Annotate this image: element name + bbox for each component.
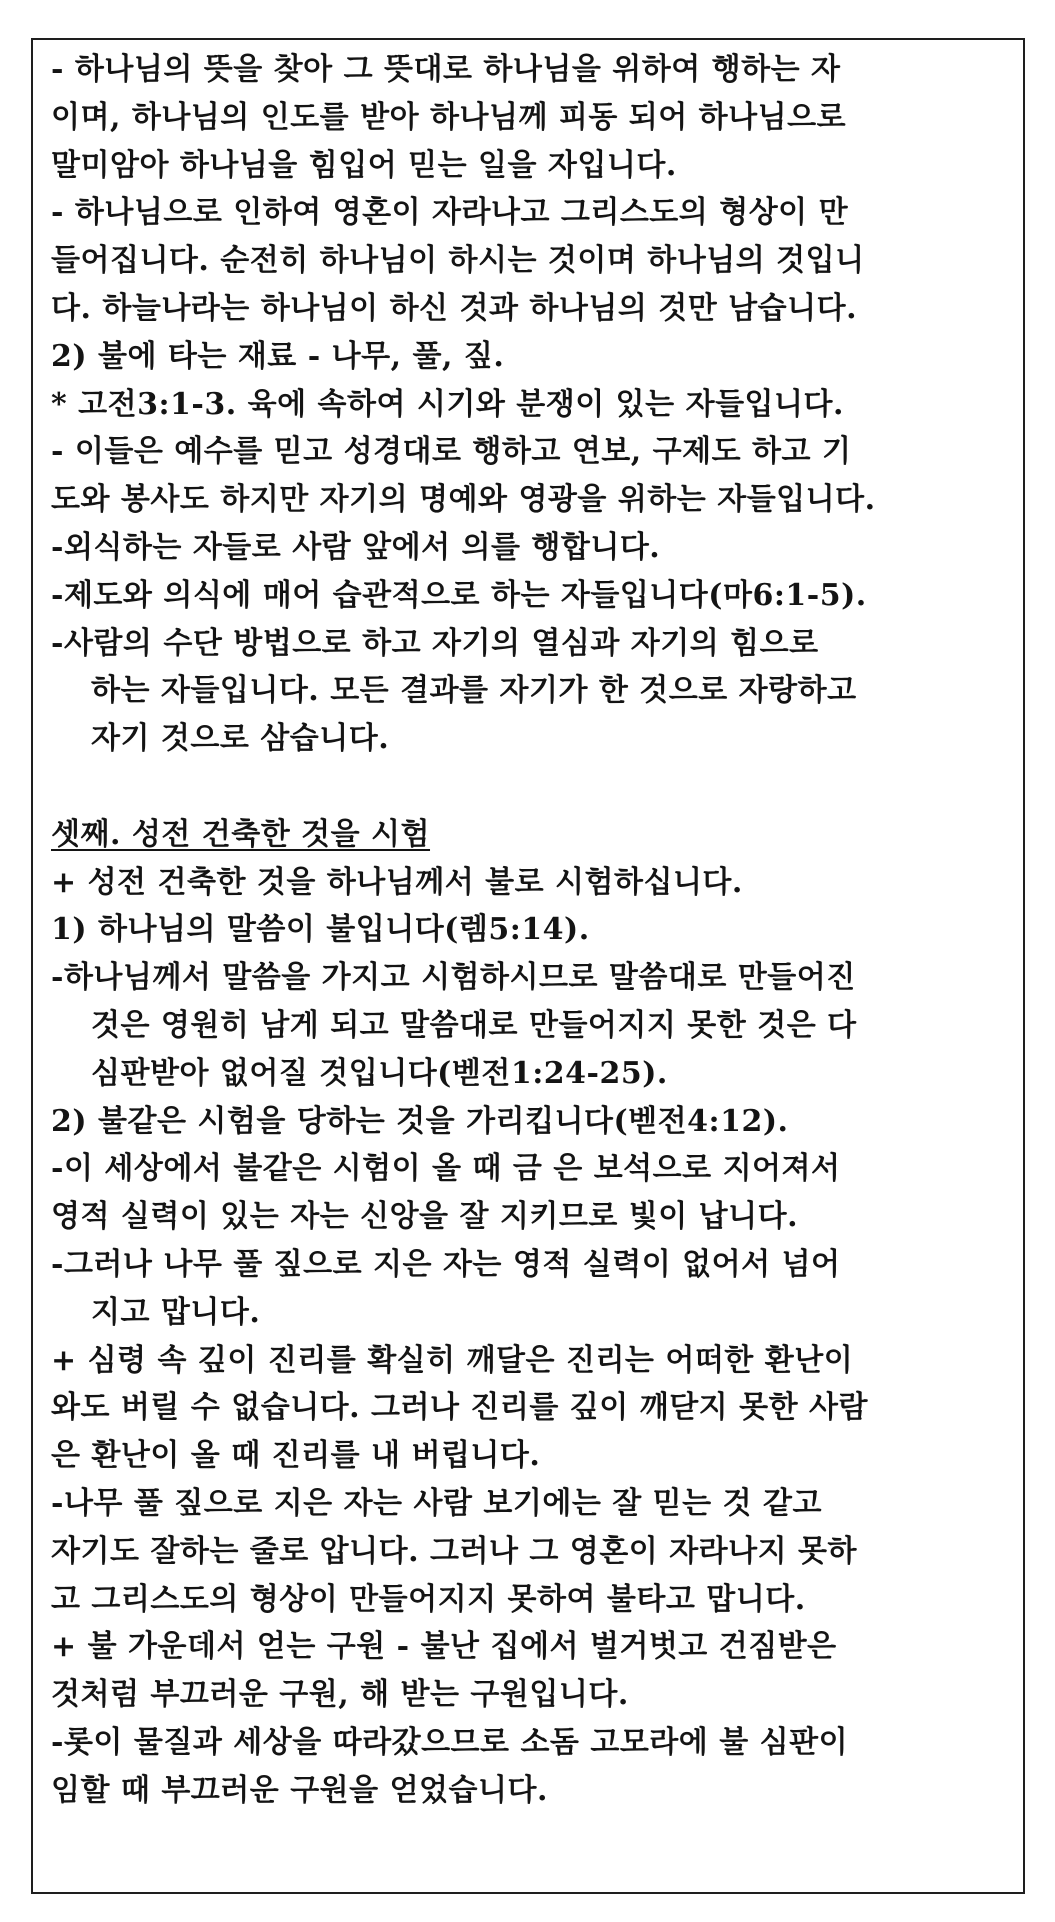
text-line: 지고 맙니다.	[91, 1294, 261, 1330]
text-line: -그러나 나무 풀 짚으로 지은 자는 영적 실력이 없어서 넘어	[51, 1246, 841, 1282]
text-line: -나무 풀 짚으로 지은 자는 사람 보기에는 잘 믿는 것 같고	[51, 1485, 822, 1521]
section-heading: 셋째. 성전 건축한 것을 시험	[51, 816, 431, 852]
text-line: 임할 때 부끄러운 구원을 얻었습니다.	[51, 1772, 548, 1808]
text-line: 이며, 하나님의 인도를 받아 하나님께 피동 되어 하나님으로	[51, 99, 847, 135]
text-line: + 불 가운데서 얻는 구원 - 불난 집에서 벌거벗고 건짐받은	[51, 1629, 837, 1665]
text-line: - 하나님으로 인하여 영혼이 자라나고 그리스도의 형상이 만	[51, 195, 849, 231]
blank-line	[51, 763, 1005, 811]
text-line: 2) 불같은 시험을 당하는 것을 가리킵니다(벧전4:12).	[51, 1103, 789, 1139]
text-line: 1) 하나님의 말씀이 불입니다(렘5:14).	[51, 912, 590, 948]
text-line: -외식하는 자들로 사람 앞에서 의를 행합니다.	[51, 529, 661, 565]
text-line: -이 세상에서 불같은 시험이 올 때 금 은 보석으로 지어져서	[51, 1151, 841, 1187]
text-line: 2) 불에 타는 재료 - 나무, 풀, 짚.	[51, 338, 505, 374]
text-line: - 하나님의 뜻을 찾아 그 뜻대로 하나님을 위하여 행하는 자	[51, 52, 841, 87]
text-line: 말미암아 하나님을 힘입어 믿는 일을 자입니다.	[51, 147, 677, 183]
text-line: 영적 실력이 있는 자는 신앙을 잘 지키므로 빛이 납니다.	[51, 1199, 799, 1235]
text-line: 다. 하늘나라는 하나님이 하신 것과 하나님의 것만 남습니다.	[51, 290, 858, 326]
text-line: 고 그리스도의 형상이 만들어지지 못하여 불타고 맙니다.	[51, 1581, 806, 1617]
text-line: 하는 자들입니다. 모든 결과를 자기가 한 것으로 자랑하고	[91, 673, 857, 709]
text-line: + 심령 속 깊이 진리를 확실히 깨달은 진리는 어떠한 환난이	[51, 1342, 854, 1378]
text-line: 자기 것으로 삼습니다.	[91, 721, 390, 757]
text-line: -롯이 물질과 세상을 따라갔으므로 소돔 고모라에 불 심판이	[51, 1724, 849, 1760]
text-line: -제도와 의식에 매어 습관적으로 하는 자들입니다(마6:1-5).	[51, 577, 867, 613]
text-line: - 이들은 예수를 믿고 성경대로 행하고 연보, 구제도 하고 기	[51, 434, 852, 470]
text-line: 은 환난이 올 때 진리를 내 버립니다.	[51, 1438, 541, 1474]
text-line: -하나님께서 말씀을 가지고 시험하시므로 말씀대로 만들어진	[51, 960, 856, 996]
text-line: 것처럼 부끄러운 구원, 해 받는 구원입니다.	[51, 1677, 629, 1713]
text-line: -사람의 수단 방법으로 하고 자기의 열심과 자기의 힘으로	[51, 625, 819, 661]
text-line: 것은 영원히 남게 되고 말씀대로 만들어지지 못한 것은 다	[91, 1007, 857, 1043]
text-line: * 고전3:1-3. 육에 속하여 시기와 분쟁이 있는 자들입니다.	[51, 386, 844, 422]
document-frame	[31, 38, 1025, 1894]
text-line: 심판받아 없어질 것입니다(벧전1:24-25).	[91, 1055, 668, 1091]
text-line: + 성전 건축한 것을 하나님께서 불로 시험하십니다.	[51, 864, 743, 900]
text-line: 도와 봉사도 하지만 자기의 명예와 영광을 위하는 자들입니다.	[51, 482, 876, 518]
text-line: 들어집니다. 순전히 하나님이 하시는 것이며 하나님의 것입니	[51, 243, 865, 279]
text-line: 와도 버릴 수 없습니다. 그러나 진리를 깊이 깨닫지 못한 사람	[51, 1390, 868, 1426]
text-line: 자기도 잘하는 줄로 압니다. 그러나 그 영혼이 자라나지 못하	[51, 1533, 858, 1569]
